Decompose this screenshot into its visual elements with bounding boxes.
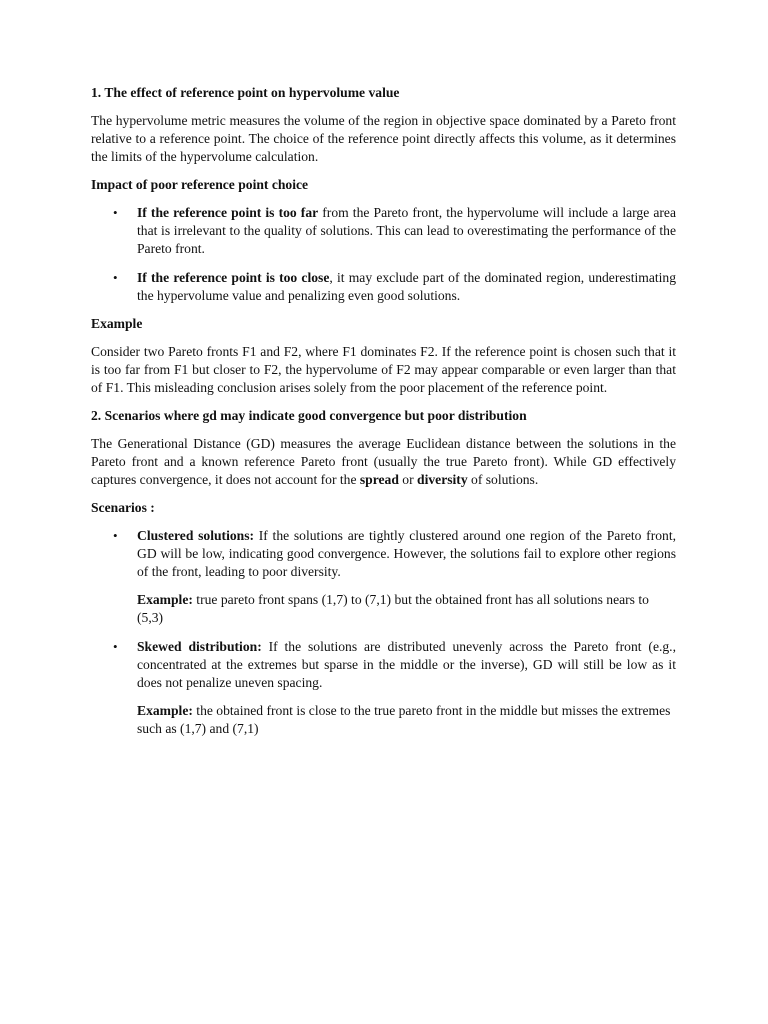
impact-list bbox=[91, 204, 676, 305]
impact-item-close-bold: If the reference point is too close bbox=[137, 270, 330, 285]
scenario-skewed-bold: Skewed distribution: bbox=[137, 639, 262, 654]
example-text: Consider two Pareto fronts F1 and F2, where F1 dominates F2. If the reference point is chosen such that it is too far from F1 but closer to F2, the hypervolume of F2 may appear comparable or even larger than that of F1. This misleading conclusion arises solely from the poor placement of the reference point. bbox=[91, 344, 676, 395]
scenario-clustered-rest: If the solutions are tightly clustered around one region of the Pareto front, GD will be low, indicating good convergence. However, the solutions fail to explore other regions of the front, leading to poor diversity. bbox=[137, 528, 677, 579]
section-1-intro: The hypervolume metric measures the volume of the region in objective space dominated by a Pareto front relative to a reference point. The choice of the reference point directly affects this volume, as it determines the limits of the hypervolume calculation. bbox=[91, 113, 676, 164]
impact-item-far-bold: If the reference point is too far bbox=[137, 205, 319, 220]
scenario-skewed-example bbox=[137, 702, 676, 738]
document-content bbox=[91, 84, 676, 738]
impact-item-close bbox=[91, 269, 676, 305]
impact-heading: Impact of poor reference point choice bbox=[91, 177, 309, 192]
section-2-intro bbox=[91, 435, 676, 489]
impact-item-far-rest: from the Pareto front, the hypervolume will include a large area that is irrelevant to the quality of solutions. This can lead to overestimating the performance of the Pareto front. bbox=[137, 205, 676, 256]
scenarios-heading: Scenarios : bbox=[91, 500, 155, 515]
impact-item-close-text bbox=[137, 269, 676, 305]
section-2-intro-mid: or bbox=[398, 472, 418, 487]
scenario-skewed-text bbox=[137, 638, 676, 692]
scenario-clustered-bold: Clustered solutions: bbox=[137, 528, 255, 543]
impact-item-far bbox=[91, 204, 676, 258]
bullet-icon: • bbox=[113, 205, 118, 220]
scenario-skewed-example-label: Example: bbox=[137, 703, 193, 718]
diversity-bold: diversity bbox=[417, 472, 468, 487]
spread-bold: spread bbox=[359, 472, 399, 487]
scenario-skewed-rest: If the solutions are distributed unevenly across the Pareto front (e.g., concentrated at the extremes but sparse in the middle or the inverse), GD will still be low as it does not penalize uneven spacing. bbox=[137, 639, 676, 690]
example-heading: Example bbox=[91, 316, 143, 331]
scenario-skewed-example-text: the obtained front is close to the true pareto front in the middle but misses the extremes such as (1,7) and (7,1) bbox=[137, 703, 671, 736]
section-2-intro-end: of solutions. bbox=[467, 472, 539, 487]
scenario-clustered-example-label: Example: bbox=[137, 592, 193, 607]
scenario-item-clustered bbox=[91, 527, 676, 627]
impact-item-far-text bbox=[137, 204, 676, 258]
scenario-clustered-example bbox=[137, 591, 676, 627]
bullet-icon: • bbox=[113, 270, 118, 285]
section-2-heading: 2. Scenarios where gd may indicate good convergence but poor distribution bbox=[91, 408, 527, 423]
scenario-clustered-example-text: true pareto front spans (1,7) to (7,1) but the obtained front has all solutions nears to (5,3) bbox=[137, 592, 649, 625]
scenario-item-skewed bbox=[91, 638, 676, 738]
impact-item-close-rest: , it may exclude part of the dominated region, underestimating the hypervolume value and penalizing even good solutions. bbox=[137, 270, 677, 303]
bullet-icon: • bbox=[113, 639, 118, 654]
bullet-icon: • bbox=[113, 528, 118, 543]
section-1-heading: 1. The effect of reference point on hypervolume value bbox=[91, 85, 400, 100]
scenarios-list bbox=[91, 527, 676, 738]
scenario-clustered-text bbox=[137, 527, 676, 581]
section-2-intro-part1: The Generational Distance (GD) measures the average Euclidean distance between the solutions in the Pareto front and a known reference Pareto front (usually the true Pareto front). While GD effectively captures convergence, it does not account for the bbox=[91, 436, 676, 487]
